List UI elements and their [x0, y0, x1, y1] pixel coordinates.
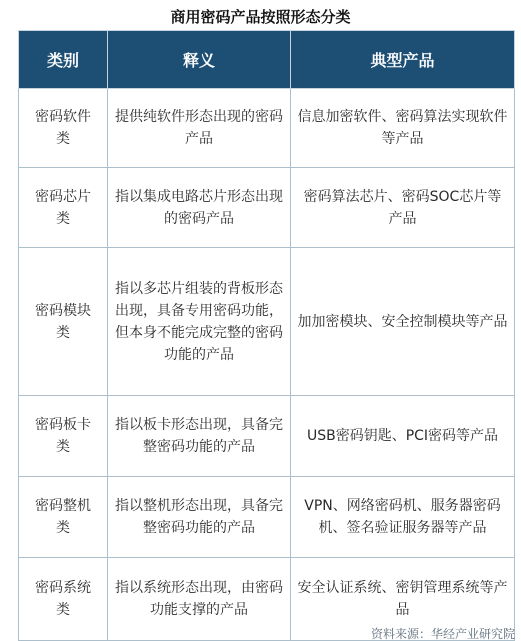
- examples-cell: USB密码钥匙、PCI密码等产品: [291, 396, 515, 477]
- definition-cell: 指以系统形态出现，由密码功能支撑的产品: [108, 558, 291, 641]
- category-cell: 密码整机类: [19, 477, 108, 558]
- category-cell: 密码芯片类: [19, 168, 108, 248]
- table-row: [19, 477, 515, 558]
- column-header-examples: 典型产品: [291, 31, 515, 89]
- examples-cell: VPN、网络密码机、服务器密码机、签名验证服务器等产品: [291, 477, 515, 558]
- page-title: 商用密码产品按照形态分类: [170, 8, 351, 26]
- category-cell: 密码板卡类: [19, 396, 108, 477]
- product-classification-table: [18, 30, 515, 641]
- table-header-row: [19, 31, 515, 89]
- category-cell: 密码系统类: [19, 558, 108, 641]
- table-row: [19, 396, 515, 477]
- examples-cell: 密码算法芯片、密码SOC芯片等产品: [291, 168, 515, 248]
- examples-cell: 加加密模块、安全控制模块等产品: [291, 248, 515, 396]
- table-row: [19, 248, 515, 396]
- definition-cell: 指以集成电路芯片形态出现的密码产品: [108, 168, 291, 248]
- examples-cell: 信息加密软件、密码算法实现软件等产品: [291, 89, 515, 168]
- column-header-definition: 释义: [108, 31, 291, 89]
- column-header-category: 类别: [19, 31, 108, 89]
- definition-cell: 指以多芯片组装的背板形态出现，具备专用密码功能，但本身不能完成完整的密码功能的产品: [108, 248, 291, 396]
- examples-cell: 安全认证系统、密钥管理系统等产品: [291, 558, 515, 641]
- table-row: [19, 89, 515, 168]
- table-row: [19, 168, 515, 248]
- category-cell: 密码模块类: [19, 248, 108, 396]
- definition-cell: 指以板卡形态出现，具备完整密码功能的产品: [108, 396, 291, 477]
- definition-cell: 提供纯软件形态出现的密码产品: [108, 89, 291, 168]
- definition-cell: 指以整机形态出现，具备完整密码功能的产品: [108, 477, 291, 558]
- category-cell: 密码软件类: [19, 89, 108, 168]
- source-note: 资料来源：华经产业研究院: [370, 627, 515, 641]
